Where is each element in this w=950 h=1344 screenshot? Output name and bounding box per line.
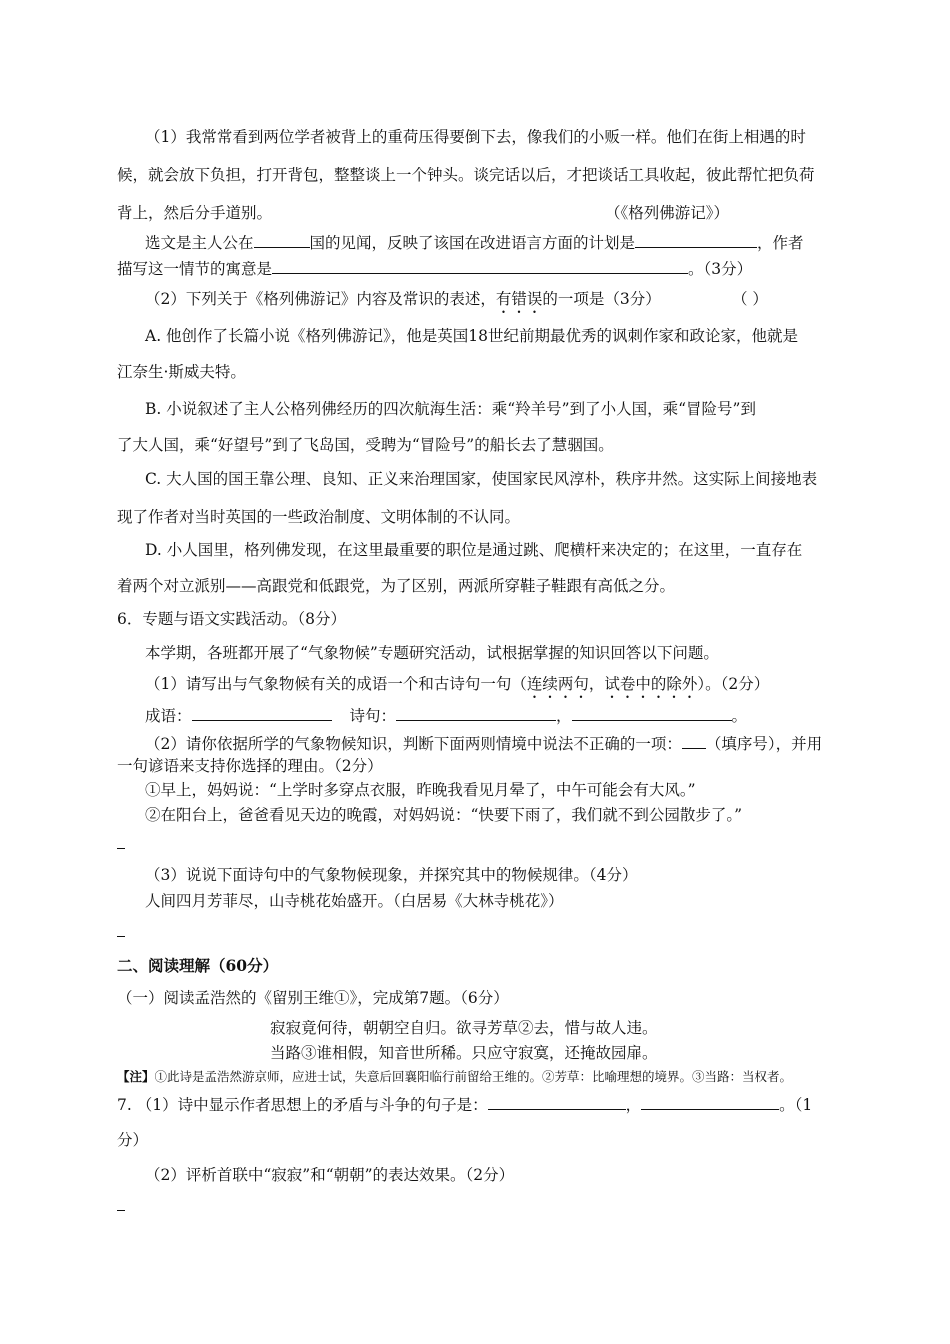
answer-line-marker xyxy=(117,1210,125,1211)
passage-line-1: （1）我常常看到两位学者被背上的重荷压得要倒下去，像我们的小贩一样。他们在街上相遇的时 xyxy=(145,128,806,146)
option-d-line-1: D. 小人国里，格列佛发现，在这里最重要的职位是通过跳、爬横杆来决定的；在这里，一直存在 xyxy=(145,541,803,559)
passage-source: （《格列佛游记》） xyxy=(605,204,730,222)
option-a-line-1: A. 他创作了长篇小说《格列佛游记》，他是英国18世纪前期最优秀的讽刺作家和政论家，他就是 xyxy=(145,327,799,345)
q7-1-stem: 7. （1）诗中显示作者思想上的矛盾与斗争的句子是： ， 。（1 xyxy=(117,1096,813,1114)
passage-line-3: 背上，然后分手道别。 xyxy=(117,204,273,222)
q6-2-stem-line-1: （2）请你依据所学的气象物候知识，判断下面两则情境中说法不正确的一项： （填序号），并用 xyxy=(145,735,823,753)
q6-title: 6．专题与语文实践活动。（8分） xyxy=(117,610,346,628)
answer-line-marker xyxy=(117,848,125,849)
q6-3-stem: （3）说说下面诗句中的气象物候现象，并探究其中的物候规律。（4分） xyxy=(145,866,638,884)
q7-2-stem: （2）评析首联中“寂寂”和“朝朝”的表达效果。（2分） xyxy=(145,1166,515,1184)
answer-paren[interactable]: （ ） xyxy=(732,290,768,308)
option-d-line-2: 着两个对立派别——高跟党和低跟党，为了区别，两派所穿鞋子鞋跟有高低之分。 xyxy=(117,577,676,595)
blank-poem-line-1[interactable] xyxy=(396,705,556,721)
q5-2-stem: （2）下列关于《格列佛游记》内容及常识的表述，有错误的一项是（3分） xyxy=(145,290,661,308)
blank-q7-line-2[interactable] xyxy=(641,1094,779,1110)
blank-poem-line-2[interactable] xyxy=(572,705,732,721)
passage-line-2: 候，就会放下负担，打开背包，整整谈上一个钟头。谈完话以后，才把谈话工具收起，彼此帮忙把负荷 xyxy=(117,166,815,184)
option-c-line-2: 现了作者对当时英国的一些政治制度、文明体制的不认同。 xyxy=(117,508,521,526)
answer-line-marker xyxy=(117,936,125,937)
blank-meaning[interactable] xyxy=(272,258,688,274)
option-b-line-2: 了大人国，乘“好望号”到了飞岛国，受聘为“冒险号”的船长去了慧骃国。 xyxy=(117,436,614,454)
blank-q7-line-1[interactable] xyxy=(488,1094,626,1110)
part2-sub1: （一）阅读孟浩然的《留别王维①》，完成第7题。（6分） xyxy=(117,989,509,1007)
q6-1-answer-line: 成语： 诗句： ， 。 xyxy=(145,707,748,725)
q6-1-stem: （1）请写出与气象物候有关的成语一个和古诗句一句（连续两句，试卷中的除外）。（2分） xyxy=(145,675,770,693)
blank-country[interactable] xyxy=(254,232,310,248)
q5-1-line-2: 描写这一情节的寓意是 。（3分） xyxy=(117,260,753,278)
q6-case-2: ②在阳台上，爸爸看见天边的晚霞，对妈妈说：“快要下雨了，我们就不到公园散步了。” xyxy=(145,806,743,824)
option-b-line-1: B. 小说叙述了主人公格列佛经历的四次航海生活：乘“羚羊号”到了小人国，乘“冒险号”到 xyxy=(145,400,756,418)
poem-note: 【注】①此诗是孟浩然游京师，应进士试，失意后回襄阳临行前留给王维的。②芳草：比喻理想的境界。③当路：当权者。 xyxy=(117,1069,793,1084)
q6-3-poem: 人间四月芳菲尽，山寺桃花始盛开。（白居易《大林寺桃花》） xyxy=(145,892,564,910)
poem-line-1: 寂寂竟何待，朝朝空自归。欲寻芳草②去，惜与故人违。 xyxy=(270,1019,658,1037)
option-a-line-2: 江奈生·斯威夫特。 xyxy=(117,363,246,381)
q6-case-1: ①早上，妈妈说：“上学时多穿点衣服，昨晚我看见月晕了，中午可能会有大风。” xyxy=(145,781,696,799)
option-c-line-1: C. 大人国的国王靠公理、良知、正义来治理国家，使国家民风淳朴，秩序井然。这实际上间接地表 xyxy=(145,470,818,488)
q6-intro: 本学期，各班都开展了“气象物候”专题研究活动，试根据掌握的知识回答以下问题。 xyxy=(145,644,719,662)
poem-line-2: 当路③谁相假，知音世所稀。只应守寂寞，还掩故园扉。 xyxy=(270,1044,658,1062)
part2-title: 二、阅读理解（60分） xyxy=(117,956,279,975)
q7-1-stem-cont: 分） xyxy=(117,1131,149,1149)
blank-idiom[interactable] xyxy=(192,705,332,721)
q6-2-stem-line-2: 一句谚语来支持你选择的理由。（2分） xyxy=(117,757,383,775)
blank-choice-number[interactable] xyxy=(682,733,706,749)
blank-plan[interactable] xyxy=(635,232,757,248)
q5-1-line-1: 选文是主人公在 国的见闻，反映了该国在改进语言方面的计划是 ，作者 xyxy=(145,234,804,252)
